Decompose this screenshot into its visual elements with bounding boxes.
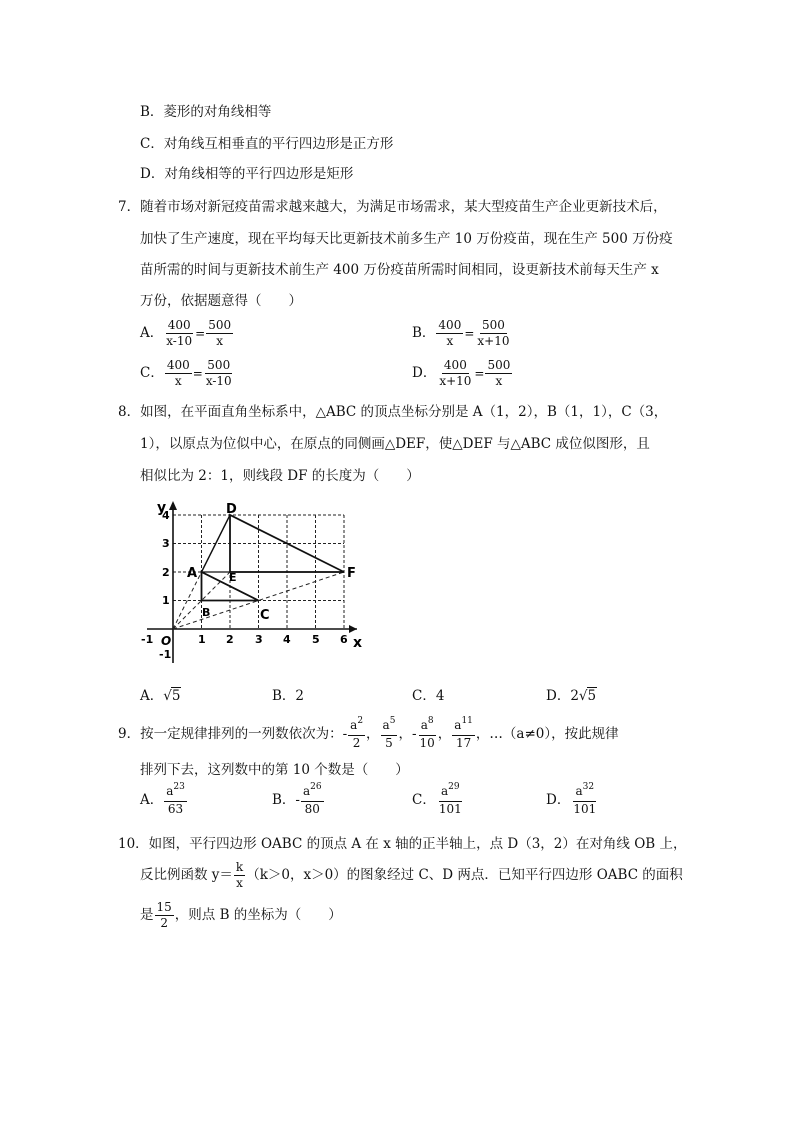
q9-option-b: B．- $\frac{a^{26}}{80}$: [272, 782, 322, 816]
point-label-a: A: [187, 566, 198, 581]
q8-line-2: 1），以原点为位似中心，在原点的同侧画△DEF，使△DEF 与△ABC 成位似图形，且: [140, 436, 650, 452]
option-label: C．: [140, 365, 164, 381]
q7-option-b: B． $\frac{400}{x}$ = $\frac{500}{x+10}$: [412, 318, 510, 348]
q8-option-c: C．4: [412, 688, 445, 704]
y-tick-label: 1: [162, 594, 170, 607]
x-tick-label: 6: [340, 633, 348, 646]
x-axis-label: x: [353, 635, 363, 651]
y-tick-label: 4: [162, 509, 170, 522]
point-label-c: C: [260, 608, 270, 623]
q7-option-d: D． $\frac{400}{x+10}$ = $\frac{500}{x}$: [412, 358, 511, 388]
point-label-f: F: [347, 566, 356, 581]
q9-option-c: C． $\frac{a^{29}}{101}$: [412, 782, 462, 816]
option-label: B．: [412, 325, 436, 341]
q9-line-2: 排列下去，这列数中的第 10 个数是（ ）: [140, 762, 409, 778]
q10-line-1: 10．如图，平行四边形 OABC 的顶点 A 在 x 轴的正半轴上，点 D（3，2）在对角线 OB 上，: [118, 836, 687, 852]
point-label-b: B: [202, 606, 211, 619]
q9-option-d: D． $\frac{a^{32}}{101}$: [546, 782, 597, 816]
q8-line-1: 8．如图，在平面直角坐标系中，△ABC 的顶点坐标分别是 A（1，2），B（1，1），C（3，: [118, 404, 668, 420]
q8-option-a: A．√5: [140, 688, 181, 704]
origin-label: O: [161, 634, 172, 648]
tick-labels: [141, 509, 348, 661]
q9-line-1: 9．按一定规律排列的一列数依次为：- $\frac{a^2}{2}$ ， $\frac{a^5}{5}$ ，- $\frac{a^8}{10}$ ， $\frac{a^{11}}{17}$ ，…（a≠0），按此规律: [118, 716, 619, 750]
point-label-e: E: [229, 571, 237, 584]
q7-option-c: C． $\frac{400}{x}$ = $\frac{500}{x-10}$: [140, 358, 232, 388]
q6-option-d: D．对角线相等的平行四边形是矩形: [140, 166, 354, 182]
x-tick-label: 1: [198, 633, 206, 646]
q7-line-4: 万份，依据题意得（ ）: [140, 293, 302, 309]
x-tick-label: 3: [255, 633, 263, 646]
triangle-def: [230, 515, 344, 572]
q7-line-1: 7．随着市场对新冠疫苗需求越来越大，为满足市场需求，某大型疫苗生产企业更新技术后，: [118, 199, 667, 215]
q6-option-c: C．对角线互相垂直的平行四边形是正方形: [140, 136, 394, 152]
x-tick-label: 4: [283, 633, 291, 646]
y-axis-arrow: [169, 501, 177, 510]
y-tick-label: 3: [162, 537, 170, 550]
y-axis-label: y: [157, 500, 167, 516]
option-label: D．: [412, 365, 437, 381]
x-tick-label: -1: [141, 633, 154, 646]
q7-line-3: 苗所需的时间与更新技术前生产 400 万份疫苗所需时间相同，设更新技术前每天生产 x: [140, 262, 659, 278]
point-labels: [187, 502, 356, 623]
option-label: A．: [140, 325, 164, 341]
q8-option-b: B．2: [272, 688, 305, 704]
x-tick-label: 2: [226, 633, 234, 646]
x-tick-label: 5: [312, 633, 320, 646]
q8-option-d: D．2√5: [546, 688, 597, 704]
q9-option-a: A． $\frac{a^{23}}{63}$: [140, 782, 185, 816]
q10-line-3: 是 $\frac{15}{2}$ ，则点 B 的坐标为（ ）: [140, 900, 342, 930]
y-tick-label: 2: [162, 566, 170, 579]
x-axis-arrow: [349, 625, 357, 633]
q10-line-2: 反比例函数 y＝ $\frac{k}{x}$ （k＞0，x＞0）的图象经过 C、D 两点．已知平行四边形 OABC 的面积: [140, 860, 683, 890]
q6-option-b: B．菱形的对角线相等: [140, 104, 272, 120]
point-label-d: D: [226, 502, 237, 517]
q8-coordinate-figure: [135, 495, 375, 670]
q7-option-a: A． $\frac{400}{x-10}$ = $\frac{500}{x}$: [140, 318, 232, 348]
q7-line-2: 加快了生产速度，现在平均每天比更新技术前多生产 10 万份疫苗，现在生产 500 万份疫: [140, 231, 673, 247]
q8-line-3: 相似比为 2：1，则线段 DF 的长度为（ ）: [140, 468, 420, 484]
y-tick-label: -1: [159, 648, 172, 661]
